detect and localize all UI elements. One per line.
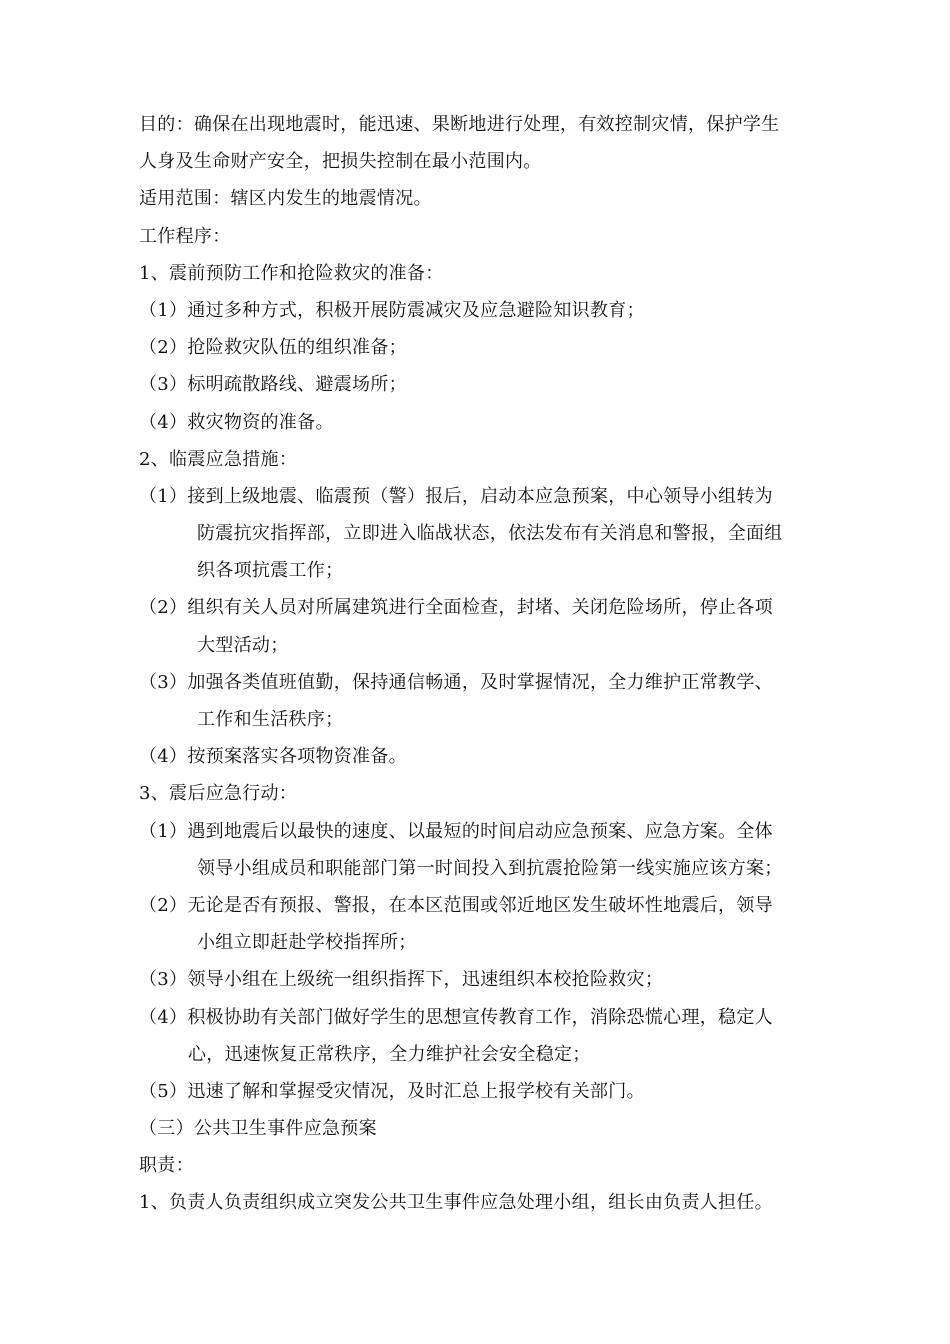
list-item: （4）救灾物资的准备。 <box>139 411 334 433</box>
section-heading: 工作程序： <box>139 225 231 247</box>
list-item-continuation: 防震抗灾指挥部，立即进入临战状态，依法发布有关消息和警报，全面组 <box>197 523 783 545</box>
list-item: （2）无论是否有预报、警报，在本区范围或邻近地区发生破坏性地震后，领导 <box>139 894 773 916</box>
list-item-continuation: 小组立即赶赴学校指挥所； <box>197 932 417 954</box>
list-item: （1）接到上级地震、临震预（警）报后，启动本应急预案，中心领导小组转为 <box>139 485 773 507</box>
list-item: （4）按预案落实各项物资准备。 <box>139 746 407 768</box>
list-item-continuation: 大型活动； <box>197 634 289 656</box>
section-heading: 2、临震应急措施： <box>139 448 298 470</box>
list-item: （1）遇到地震后以最快的速度、以最短的时间启动应急预案、应急方案。全体 <box>139 820 773 842</box>
list-item: （5）迅速了解和掌握受灾情况，及时汇总上报学校有关部门。 <box>139 1080 645 1102</box>
list-item-continuation: 织各项抗震工作； <box>197 560 344 582</box>
paragraph-line: 适用范围：辖区内发生的地震情况。 <box>139 188 432 210</box>
list-item: （4）积极协助有关部门做好学生的思想宣传教育工作，消除恐慌心理，稳定人 <box>139 1006 773 1028</box>
list-item: （2）抢险救灾队伍的组织准备； <box>139 337 407 359</box>
section-heading: （三）公共卫生事件应急预案 <box>139 1118 377 1140</box>
list-item-continuation: 心，迅速恢复正常秩序，全力维护社会安全稳定； <box>188 1043 591 1065</box>
list-item: （3）加强各类值班值勤，保持通信畅通，及时掌握情况，全力维护正常教学、 <box>139 671 773 693</box>
list-item-continuation: 领导小组成员和职能部门第一时间投入到抗震抢险第一线实施应该方案； <box>197 857 783 879</box>
list-item-continuation: 工作和生活秩序； <box>197 709 344 730</box>
document-body <box>139 106 819 1222</box>
list-item: （2）组织有关人员对所属建筑进行全面检查，封堵、关闭危险场所，停止各项 <box>139 597 773 619</box>
list-item: （3）领导小组在上级统一组织指挥下，迅速组织本校抢险救灾； <box>139 969 664 991</box>
paragraph-line: 1、负责人负责组织成立突发公共卫生事件应急处理小组，组长由负责人担任。 <box>139 1192 773 1214</box>
list-item: （1）通过多种方式，积极开展防震减灾及应急避险知识教育； <box>139 299 645 321</box>
section-heading: 职责： <box>139 1155 194 1177</box>
paragraph-line: 目的：确保在出现地震时，能迅速、果断地进行处理，有效控制灾情，保护学生 <box>139 114 780 135</box>
list-item: （3）标明疏散路线、避震场所； <box>139 374 407 396</box>
section-heading: 3、震后应急行动： <box>139 783 298 805</box>
paragraph-line: 人身及生命财产安全，把损失控制在最小范围内。 <box>139 151 542 173</box>
section-heading: 1、震前预防工作和抢险救灾的准备： <box>139 262 444 284</box>
